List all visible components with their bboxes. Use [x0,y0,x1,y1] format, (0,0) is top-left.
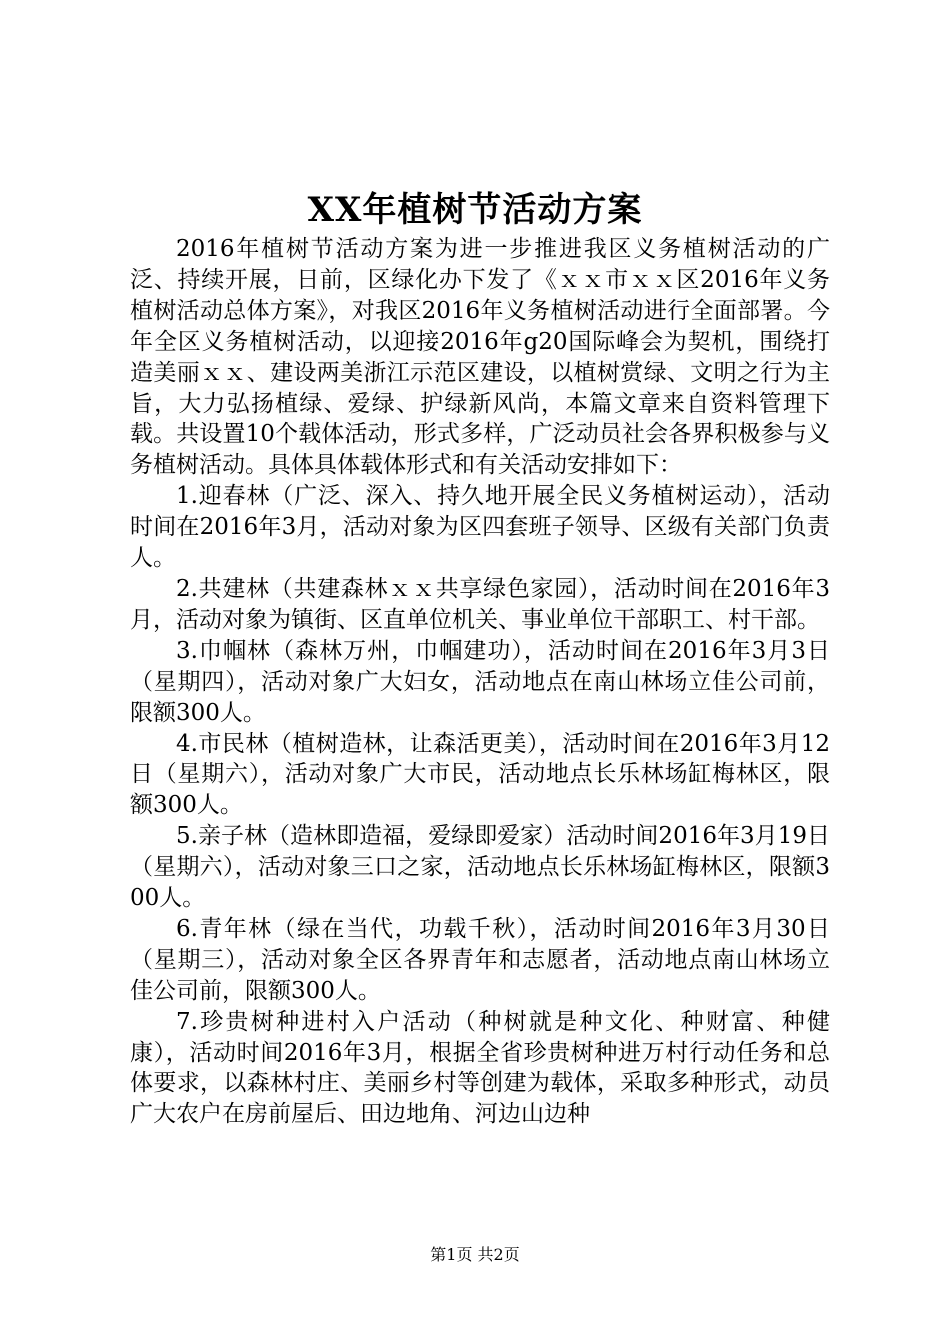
item-paragraph-3: 3.巾帼林（森林万州，巾帼建功），活动时间在2016年3月3日（星期四），活动对象广大妇女，活动地点在南山林场立佳公司前，限额300人。 [130,637,830,726]
item-paragraph-4: 4.市民林（植树造林，让森活更美），活动时间在2016年3月12日（星期六），活动对象广大市民，活动地点长乐林场缸梅林区，限额300人。 [130,730,830,819]
item-paragraph-7: 7.珍贵树种进村入户活动（种树就是种文化、种财富、种健康），活动时间2016年3月，根据全省珍贵树种进万村行动任务和总体要求，以森林村庄、美丽乡村等创建为载体，采取多种形式，动员广大农户在房前屋后、田边地角、河边山边种 [130,1008,830,1128]
item-paragraph-5: 5.亲子林（造林即造福，爱绿即爱家）活动时间2016年3月19日（星期六），活动对象三口之家，活动地点长乐林场缸梅林区，限额300人。 [130,823,830,912]
intro-paragraph: 2016年植树节活动方案为进一步推进我区义务植树活动的广泛、持续开展，日前，区绿化办下发了《ｘｘ市ｘｘ区2016年义务植树活动总体方案》，对我区2016年义务植树活动进行全面部署。今年全区义务植树活动，以迎接2016年g20国际峰会为契机，围绕打造美丽ｘｘ、建设两美浙江示范区建设，以植树赏绿、文明之行为主旨，大力弘扬植绿、爱绿、护绿新风尚，本篇文章来自资料管理下载。共设置10个载体活动，形式多样，广泛动员社会各界积极参与义务植树活动。具体具体载体形式和有关活动安排如下： [130,236,830,479]
item-paragraph-2: 2.共建林（共建森林ｘｘ共享绿色家园），活动时间在2016年3月，活动对象为镇街、区直单位机关、事业单位干部职工、村干部。 [130,575,830,633]
document-title: XX年植树节活动方案 [307,190,643,230]
page-number-footer: 第1页 共2页 [430,1245,520,1264]
item-paragraph-1: 1.迎春林（广泛、深入、持久地开展全民义务植树运动），活动时间在2016年3月，活动对象为区四套班子领导、区级有关部门负责人。 [130,483,830,572]
item-paragraph-6: 6.青年林（绿在当代，功载千秋），活动时间2016年3月30日（星期三），活动对象全区各界青年和志愿者，活动地点南山林场立佳公司前，限额300人。 [130,915,830,1004]
document-body [130,234,830,1130]
